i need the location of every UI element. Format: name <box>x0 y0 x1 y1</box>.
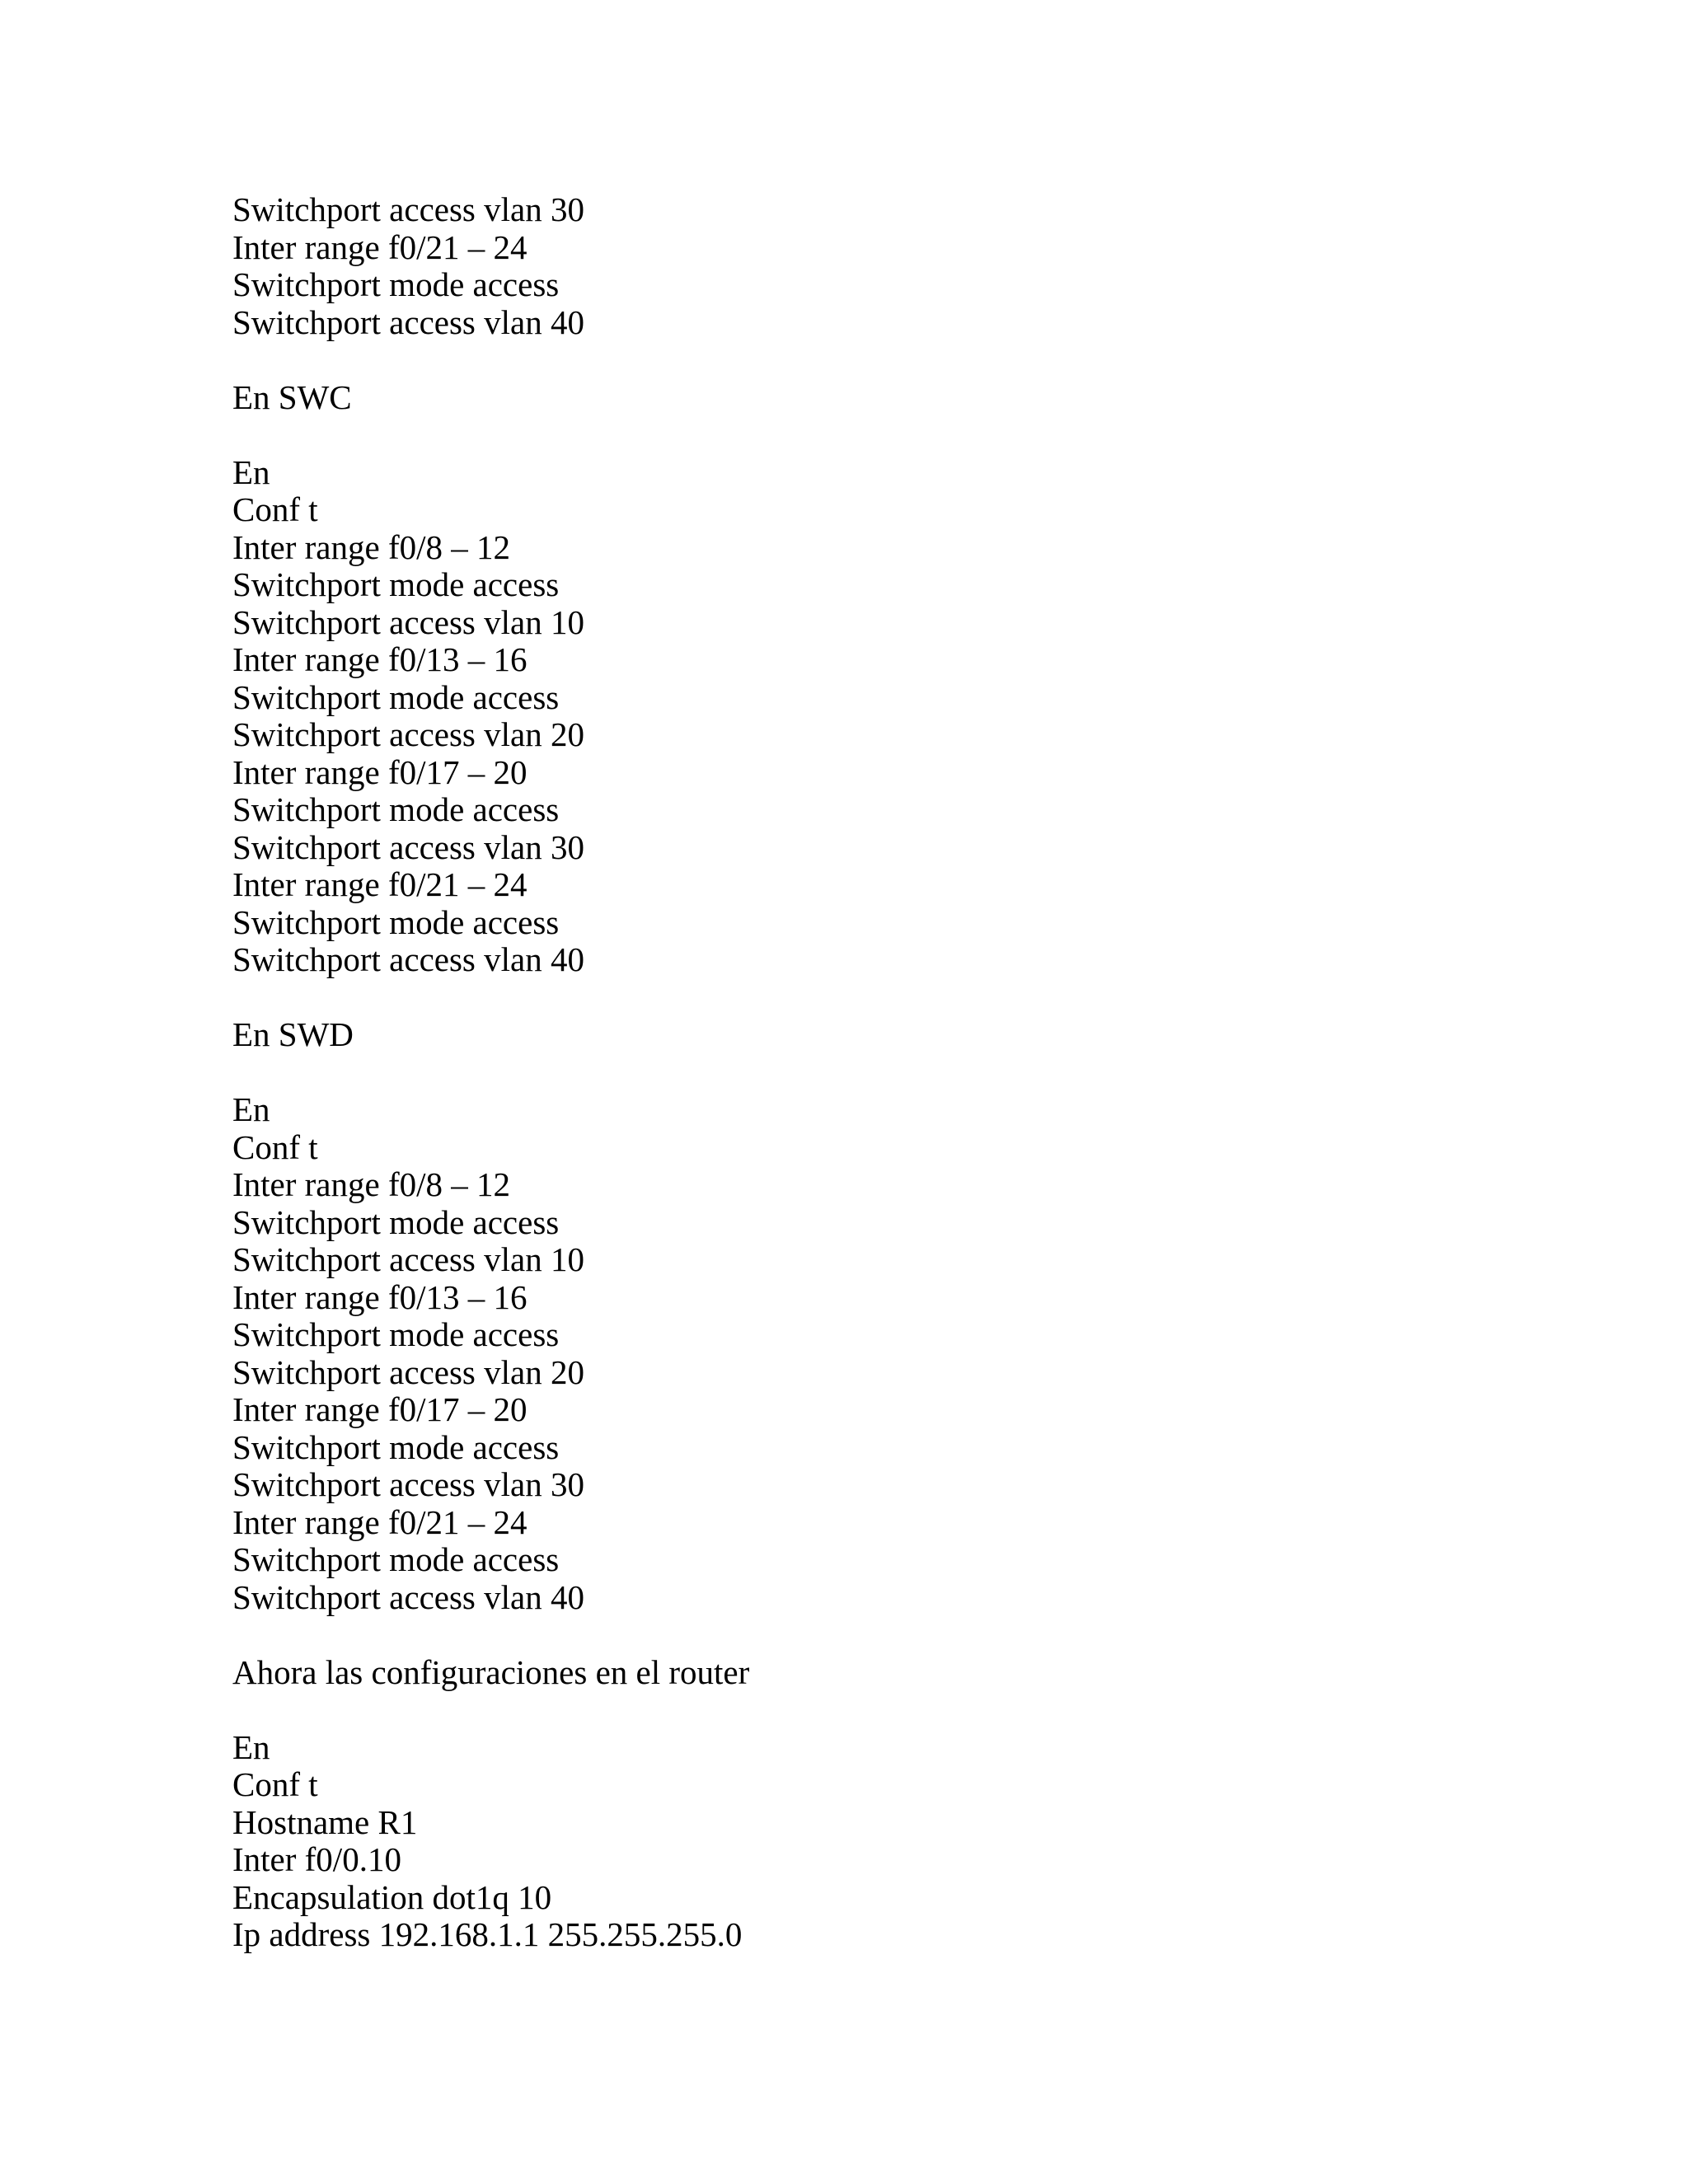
text-line: En <box>232 1090 270 1128</box>
text-block <box>232 191 1551 341</box>
text-line: Switchport mode access <box>232 1427 560 1466</box>
text-line: Switchport access vlan 40 <box>232 940 584 978</box>
text-block <box>232 1654 1551 1692</box>
text-line: Switchport mode access <box>232 677 560 716</box>
text-line: Switchport access vlan 30 <box>232 1465 584 1503</box>
text-line: Switchport access vlan 30 <box>232 827 584 866</box>
paragraph-spacer <box>232 1616 1551 1654</box>
text-block <box>232 1729 1551 1954</box>
text-line: Inter range f0/8 – 12 <box>232 527 510 566</box>
text-line: Conf t <box>232 1765 318 1803</box>
text-line: Encapsulation dot1q 10 <box>232 1877 552 1916</box>
paragraph-spacer <box>232 416 1551 454</box>
text-line: Switchport mode access <box>232 1540 560 1578</box>
text-line: Ip address 192.168.1.1 255.255.255.0 <box>232 1915 743 1953</box>
text-line: Inter range f0/17 – 20 <box>232 752 528 791</box>
text-line: Switchport mode access <box>232 265 560 303</box>
text-line: Switchport access vlan 10 <box>232 1240 584 1278</box>
text-block <box>232 454 1551 979</box>
text-line: En <box>232 452 270 491</box>
text-line: Inter range f0/17 – 20 <box>232 1390 528 1428</box>
text-line: Inter range f0/13 – 16 <box>232 640 528 678</box>
text-line: Inter range f0/8 – 12 <box>232 1165 510 1203</box>
text-block <box>232 379 1551 417</box>
text-line: Inter range f0/13 – 16 <box>232 1277 528 1316</box>
text-line: Inter f0/0.10 <box>232 1840 401 1878</box>
text-line: Inter range f0/21 – 24 <box>232 865 528 903</box>
text-line: Switchport access vlan 20 <box>232 1352 584 1391</box>
paragraph-spacer <box>232 979 1551 1017</box>
text-line: Conf t <box>232 1127 318 1166</box>
text-line: Inter range f0/21 – 24 <box>232 227 528 266</box>
text-line: Switchport mode access <box>232 902 560 941</box>
text-line: Switchport mode access <box>232 1202 560 1241</box>
paragraph-spacer <box>232 1691 1551 1729</box>
text-line: Conf t <box>232 490 318 528</box>
text-line: Switchport mode access <box>232 1315 560 1353</box>
text-line: Inter range f0/21 – 24 <box>232 1502 528 1541</box>
text-line: Hostname R1 <box>232 1802 418 1841</box>
text-line: En SWD <box>232 1015 354 1053</box>
text-line: En <box>232 1727 270 1766</box>
text-line: Ahora las configuraciones en el router <box>232 1652 750 1691</box>
text-line: Switchport access vlan 40 <box>232 1577 584 1616</box>
text-line: Switchport mode access <box>232 565 560 603</box>
text-line: Switchport access vlan 20 <box>232 715 584 753</box>
text-line: Switchport access vlan 40 <box>232 302 584 341</box>
text-line: Switchport access vlan 10 <box>232 602 584 641</box>
paragraph-spacer <box>232 1054 1551 1092</box>
document-body <box>232 191 1551 1954</box>
paragraph-spacer <box>232 341 1551 379</box>
text-block <box>232 1091 1551 1616</box>
text-line: En SWC <box>232 377 352 416</box>
text-line: Switchport access vlan 30 <box>232 190 584 228</box>
text-block <box>232 1016 1551 1054</box>
text-line: Switchport mode access <box>232 790 560 828</box>
